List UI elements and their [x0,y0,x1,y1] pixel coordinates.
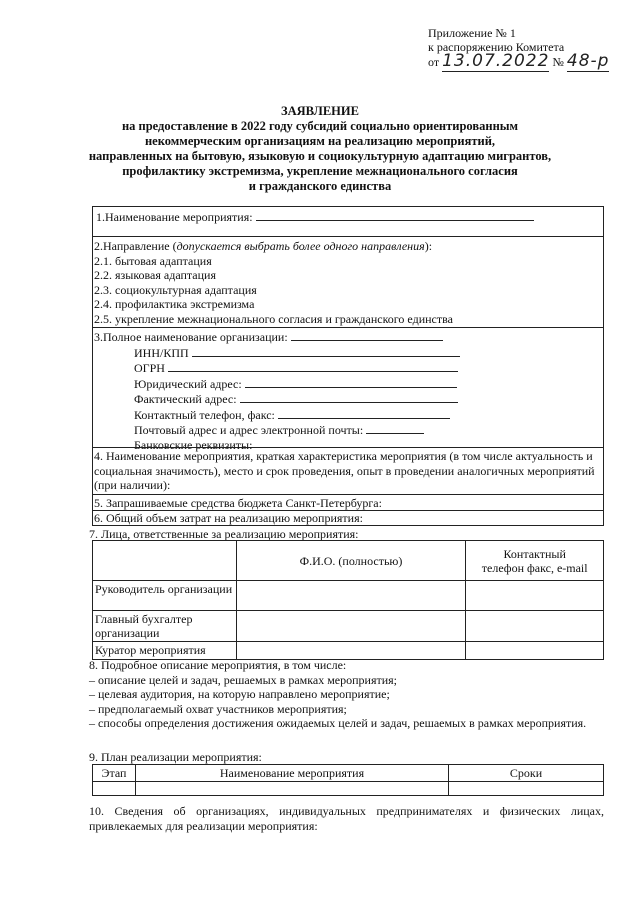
section-9-label: 9. План реализации мероприятия: [89,750,262,764]
table-header-row [93,541,604,581]
contact-cell[interactable] [466,642,604,660]
subtitle-line-5: и гражданского единства [248,179,392,193]
table-header-cell: Наименование мероприятия [136,765,449,782]
fio-cell[interactable] [236,581,466,611]
section-10 [89,804,604,833]
field-label: ОГРН [134,361,165,375]
section-8 [89,658,604,731]
direction-option[interactable]: 2.5. укрепление межнационального согласия и гражданского единства [94,311,453,326]
fio-cell[interactable] [236,611,466,642]
dash-icon: – [89,716,98,730]
stage-cell[interactable] [93,782,136,796]
section-1-field[interactable] [256,209,534,221]
dash-icon: – [89,672,98,687]
inn-kpp-input[interactable] [192,345,460,357]
dash-icon: – [89,701,98,716]
subtitle-line-2: некоммерческим организациям на реализацию мероприятий, [144,134,496,148]
appendix-from-prefix: от [428,55,440,69]
fio-cell[interactable] [236,642,466,660]
direction-option[interactable]: 2.4. профилактика экстремизма [94,297,255,311]
section-3-label-text: 3.Полное наименование организации: [94,330,288,344]
field-phone [94,407,604,423]
document-title [0,104,640,194]
row-label: Главный бухгалтер организации [93,611,237,642]
table-header-cell: Сроки [449,765,604,782]
divider [92,494,604,495]
section-6 [94,511,604,526]
table-row [93,581,604,611]
title-main: ЗАЯВЛЕНИЕ [281,104,359,118]
handwritten-date: 13.07.2022 [442,51,550,71]
field-label: Контактный телефон, факс: [134,407,275,422]
direction-option[interactable]: 2.2. языковая адаптация [94,268,216,282]
handwritten-number: 48-р [566,51,610,71]
field-label: Фактический адрес: [134,392,237,406]
org-name-field[interactable] [291,329,443,341]
section-8-label: 8. Подробное описание мероприятия, в том числе: [89,658,347,672]
legal-address-input[interactable] [245,376,457,388]
row-label: Куратор мероприятия [93,642,237,660]
divider [92,447,604,448]
appendix-line3 [428,51,610,71]
section-2-label-note: допускается выбрать более одного направления [176,239,425,253]
section-2-label [94,239,604,254]
table-header-cell [93,541,237,581]
table-header-cell [466,541,604,581]
contact-cell[interactable] [466,581,604,611]
direction-option[interactable]: 2.1. бытовая адаптация [94,253,212,268]
field-actual-address [94,391,604,407]
field-legal-address [94,376,604,392]
list-item-text: предполагаемый охват участников мероприятия; [98,701,347,716]
section-2-label-end: ): [424,239,433,253]
list-item-text: способы определения достижения ожидаемых целей и задач, решаемых в рамках мероприятия. [98,716,587,730]
table-row [93,611,604,642]
field-label: Банковские реквизиты: [134,437,253,452]
section-10-text: 10. Сведения об организациях, индивидуальных предпринимателях и физических лицах, привлекаемых для реализации мероприятия: [89,804,604,833]
term-cell[interactable] [449,782,604,796]
table-row [93,782,604,796]
plan-table [92,764,604,796]
field-label: ИНН/КПП [134,345,189,360]
contact-header-line-2: телефон факс, e-mail [481,560,588,575]
list-item [89,716,604,731]
phone-input[interactable] [278,407,450,419]
list-item [89,687,604,702]
section-5-text: 5. Запрашиваемые средства бюджета Санкт-Петербурга: [94,496,382,510]
section-3-label [94,329,604,345]
section-6-text: 6. Общий объем затрат на реализацию мероприятия: [94,511,363,525]
subtitle-line-4: профилактику экстремизма, укрепление межнационального согласия [122,164,518,178]
section-1 [93,209,606,225]
actual-address-input[interactable] [240,391,458,403]
section-1-label: 1.Наименование мероприятия: [96,210,253,224]
section-2-label-start: 2.Направление ( [94,239,177,253]
subtitle-line-3: направленных на бытовую, языковую и социокультурную адаптацию мигрантов, [88,149,552,163]
subtitle-line-1: на предоставление в 2022 году субсидий социально ориентированным [121,119,519,133]
list-item [89,673,604,688]
field-email [94,422,604,438]
field-inn-kpp [94,345,604,361]
section-4-text: 4. Наименование мероприятия, краткая характеристика мероприятия (в том числе актуальность и социальная значимость), место и срок проведения, опыт в проведении аналогичных мероприятий (при наличии): [94,449,595,492]
section-5 [94,496,604,511]
email-input[interactable] [366,422,424,434]
table-header-cell: Ф.И.О. (полностью) [236,541,466,581]
appendix-number-prefix: № [552,55,564,69]
row-label: Руководитель организации [93,581,237,611]
dash-icon: – [89,687,98,701]
section-2 [94,239,604,326]
divider [92,327,604,328]
direction-option[interactable]: 2.3. социокультурная адаптация [94,282,257,297]
appendix-block [428,26,609,69]
section-3 [94,329,604,452]
contact-header-line-1: Контактный [503,546,566,561]
ogrn-input[interactable] [168,360,458,372]
table-header-cell: Этап [93,765,136,782]
field-ogrn [94,360,604,376]
field-label: Юридический адрес: [134,376,242,391]
responsible-persons-table [92,540,604,660]
list-item-text: описание целей и задач, решаемых в рамках мероприятия; [98,672,398,687]
section-4 [94,449,600,493]
field-label: Почтовый адрес и адрес электронной почты: [134,423,364,437]
table-row [93,642,604,660]
contact-cell[interactable] [466,611,604,642]
table-header-row [93,765,604,782]
list-item-text: целевая аудитория, на которую направлено мероприятие; [98,687,390,701]
divider [92,236,604,237]
appendix-line2: к распоряжению Комитета [428,40,565,54]
appendix-line1: Приложение № 1 [428,26,516,40]
list-item [89,702,604,717]
section-7-label: 7. Лица, ответственные за реализацию мероприятия: [89,527,359,541]
event-name-cell[interactable] [136,782,449,796]
